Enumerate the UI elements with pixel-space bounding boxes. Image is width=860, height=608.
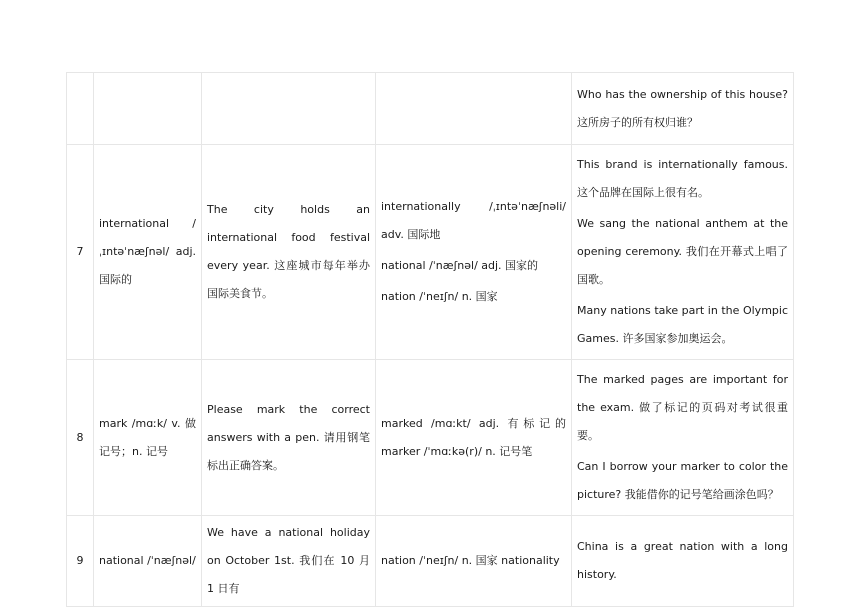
table-row (67, 145, 794, 360)
example-sentence (202, 73, 376, 145)
table-row (67, 73, 794, 145)
word-entry: mark /mɑːk/ v. 做记号；n. 记号 (94, 360, 202, 516)
example-sentence: The city holds an international food festival every year. 这座城市每年举办国际美食节。 (202, 145, 376, 360)
sentences-cell (572, 145, 794, 360)
derivative-item: nation /ˈneɪʃn/ n. 国家 (381, 290, 498, 303)
derivatives-cell (376, 516, 572, 607)
usage-sentence: This brand is internationally famous. 这个品牌在国际上很有名。 (577, 158, 788, 199)
derivatives-cell (376, 145, 572, 360)
vocabulary-table (66, 72, 794, 607)
row-number: 8 (67, 360, 94, 516)
usage-sentence: Many nations take part in the Olympic Games. 许多国家参加奥运会。 (577, 304, 788, 345)
table-row (67, 516, 794, 607)
derivatives-cell (376, 360, 572, 516)
usage-sentence: We sang the national anthem at the opening ceremony. 我们在开幕式上唱了国歌。 (577, 217, 788, 286)
example-sentence: Please mark the correct answers with a pen. 请用钢笔标出正确答案。 (202, 360, 376, 516)
usage-sentence: Who has the ownership of this house? 这所房子的所有权归谁？ (577, 87, 788, 129)
row-number (67, 73, 94, 145)
usage-sentence: China is a great nation with a long history. (577, 540, 788, 581)
table-row (67, 360, 794, 516)
derivative-item: national /ˈnæʃnəl/ adj. 国家的 (381, 259, 539, 272)
sentences-cell (572, 73, 794, 145)
row-number: 9 (67, 516, 94, 607)
word-entry (94, 73, 202, 145)
derivative-item: nation /ˈneɪʃn/ n. 国家 nationality (381, 554, 560, 567)
derivative-item: internationally /ˌɪntəˈnæʃnəli/ adv. 国际地 (381, 200, 566, 241)
word-entry: international /ˌɪntəˈnæʃnəl/ adj. 国际的 (94, 145, 202, 360)
sentences-cell (572, 516, 794, 607)
row-number: 7 (67, 145, 94, 360)
word-entry: national /ˈnæʃnəl/ (94, 516, 202, 607)
sentences-cell (572, 360, 794, 516)
example-sentence: We have a national holiday on October 1st. 我们在 10 月 1 日有 (202, 516, 376, 607)
derivative-item: marked /mɑːkt/ adj. 有标记的 marker /ˈmɑːkə(r)/ n. 记号笔 (381, 416, 566, 458)
usage-sentence: The marked pages are important for the exam. 做了标记的页码对考试很重要。 (577, 373, 788, 442)
derivatives-cell (376, 73, 572, 145)
usage-sentence: Can I borrow your marker to color the picture? 我能借你的记号笔给画涂色吗？ (577, 460, 788, 501)
